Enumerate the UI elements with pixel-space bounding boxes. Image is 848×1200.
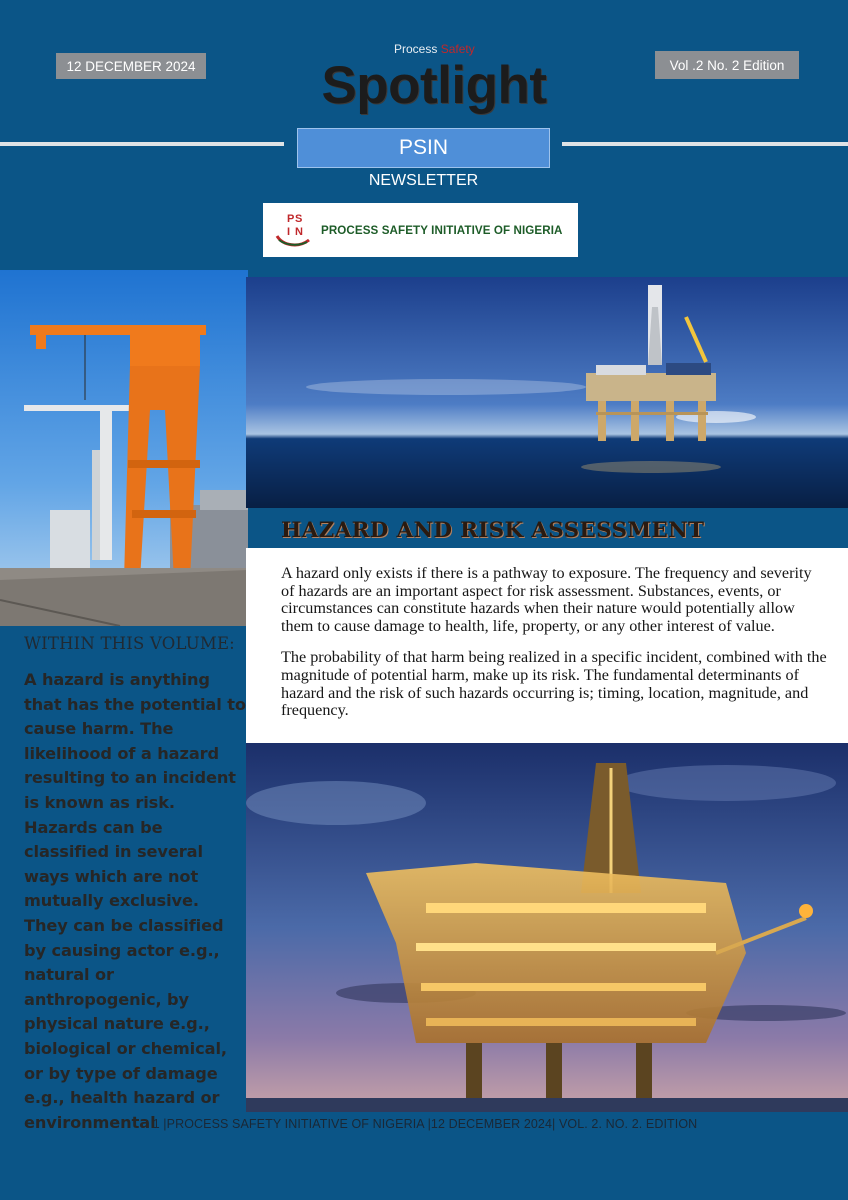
logo-letter-n: N bbox=[295, 226, 303, 238]
header-rule-left bbox=[0, 142, 284, 146]
page-footer: 1 |PROCESS SAFETY INITIATIVE OF NIGERIA |12 DECEMBER 2024| VOL. 2. NO. 2. EDITION bbox=[152, 1117, 698, 1131]
logo-text: PROCESS SAFETY INITIATIVE OF NIGERIA bbox=[321, 223, 563, 237]
offshore-rig-night-photo bbox=[246, 743, 848, 1112]
header-rule-right bbox=[562, 142, 848, 146]
offshore-rig-day-photo bbox=[246, 277, 848, 508]
date-badge: 12 DECEMBER 2024 bbox=[56, 53, 206, 79]
edition-badge: Vol .2 No. 2 Edition bbox=[655, 51, 799, 79]
logo-letter-s: S bbox=[295, 213, 303, 225]
kicker-word-process: Process bbox=[394, 42, 438, 56]
newsletter-label: NEWSLETTER bbox=[368, 172, 479, 189]
sidebar-title: WITHIN THIS VOLUME: bbox=[24, 634, 235, 653]
article-paragraph-1: A hazard only exists if there is a pathway to exposure. The frequency and severity of hazards are an important aspect for risk assessment. Substances, events, or circumstances can constitute hazards when their nature would potentially allow them to cause damage to health, life, property, or any other interest of value. bbox=[281, 564, 812, 635]
masthead-title: Spotlight bbox=[321, 56, 547, 115]
psin-logo-banner bbox=[263, 203, 578, 257]
masthead-kicker bbox=[394, 42, 475, 56]
kicker-word-safety: Safety bbox=[440, 42, 475, 56]
psin-label-box: PSIN bbox=[297, 128, 550, 168]
logo-letter-p: P bbox=[287, 213, 295, 225]
article-paragraph-2: The probability of that harm being realized in a specific incident, combined with the magnitude of potential harm, make up its risk. The fundamental determinants of hazard and the risk of such hazards occurring is; timing, location, magnitude, and frequency. bbox=[281, 648, 827, 720]
sidebar-body: A hazard is anything that has the potential to cause harm. The likelihood of a hazard resulting to an incident is known as risk. Hazards can be classified in several ways which are not mutually exclusive. They can be classified by causing actor e.g., natural or anthropogenic, by physical nature e.g., biological or chemical, or by type of damage e.g., health hazard or environmental bbox=[24, 670, 246, 1132]
crane-photo bbox=[0, 270, 248, 626]
article-body bbox=[246, 548, 848, 743]
logo-letter-i: I bbox=[287, 226, 291, 238]
article-heading: HAZARD AND RISK ASSESSMENT bbox=[281, 518, 705, 543]
psin-logo-icon bbox=[269, 210, 317, 250]
